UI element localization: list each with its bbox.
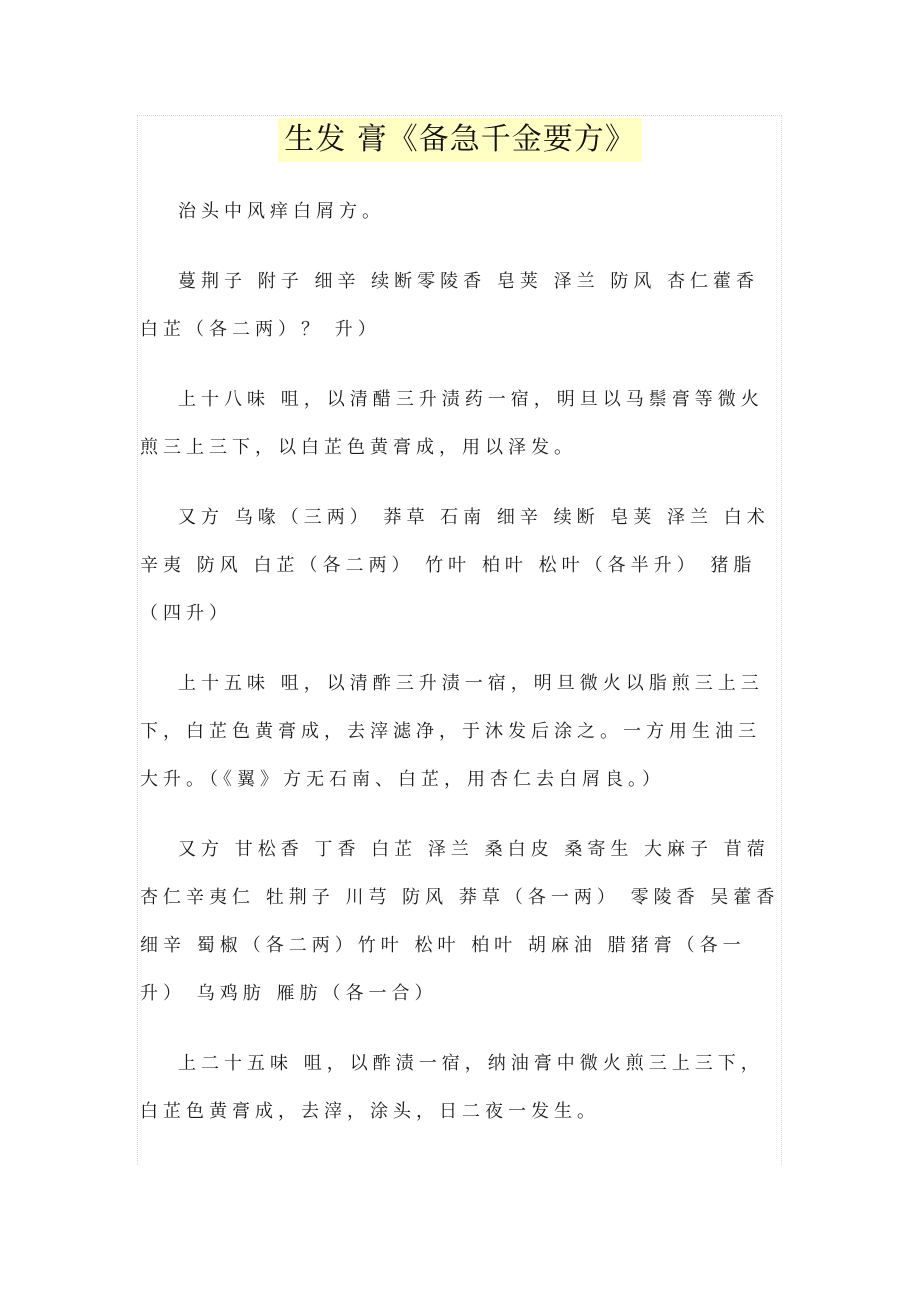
paragraph-ingredients-1: 蔓荆子 附子 细辛 续断零陵香 皂荚 泽兰 防风 杏仁藿香 白芷（各二两）？ 升） [140, 271, 760, 340]
document-body [140, 188, 780, 1158]
paragraph-method-1: 上十八味 咀，以清醋三升渍药一宿，明旦以马鬃膏等微火煎三上三下，以白芷色黄膏成，用以泽发。 [140, 389, 764, 458]
document-title: 生发 膏《备急千金要方》 [278, 118, 642, 162]
paragraph-method-3: 上二十五味 咀，以酢渍一宿，纳油膏中微火煎三上三下，白芷色黄膏成，去滓，涂头，日二夜一发生。 [140, 1053, 764, 1122]
paragraph-method-2: 上十五味 咀，以清酢三升渍一宿，明旦微火以脂煎三上三下，白芷色黄膏成，去滓滤净，于沐发后涂之。一方用生油三大升。（《翼》方无石南、白芷，用杏仁去白屑良。） [140, 673, 764, 790]
paragraph-intro: 治头中风痒白屑方。 [178, 201, 385, 222]
title-wrap [0, 118, 920, 162]
paragraph-ingredients-3: 又方 甘松香 丁香 白芷 泽兰 桑白皮 桑寄生 大麻子 苜蓿 杏仁辛夷仁 牡荆子 川芎 防风 莽草（各一两） 零陵香 吴藿香 细辛 蜀椒（各二两）竹叶 松叶 柏叶 胡麻油 腊猪膏（各一升） 乌鸡肪 雁肪（各一合） [140, 839, 780, 1004]
paragraph-ingredients-2: 又方 乌喙（三两） 莽草 石南 细辛 续断 皂荚 泽兰 白术 辛夷 防风 白芷（各二两） 竹叶 柏叶 松叶（各半升） 猪脂（四升） [140, 507, 770, 624]
